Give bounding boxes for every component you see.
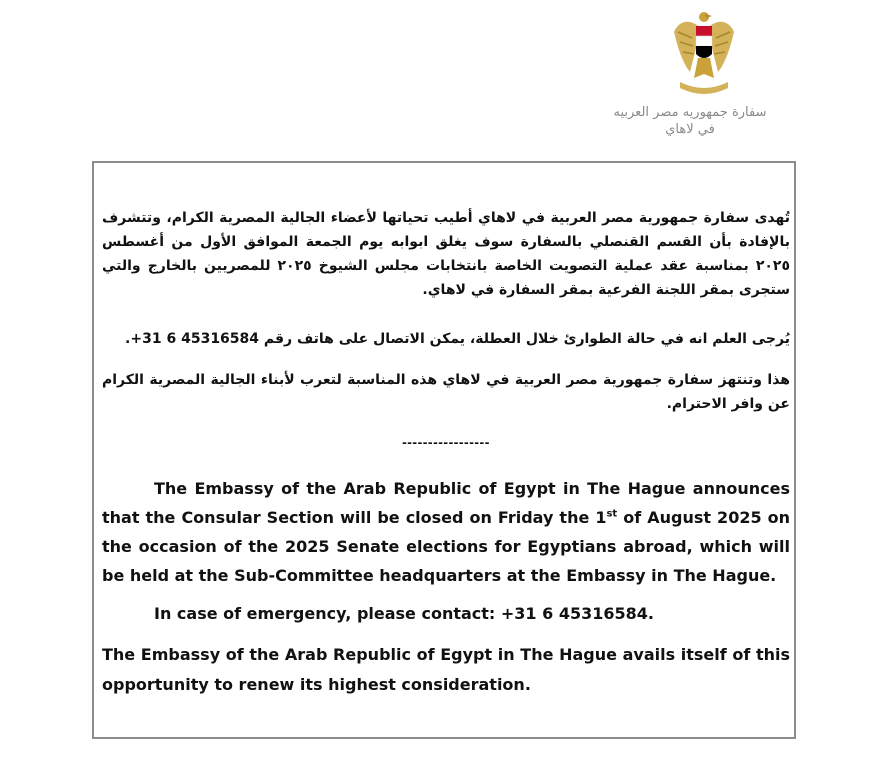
english-paragraph-closing: The Embassy of the Arab Republic of Egypt in The Hague avails itself of this opportunity to renew its highest consideration. bbox=[102, 645, 790, 694]
eagle-emblem-icon bbox=[672, 8, 736, 96]
city-ar: في لاهاي bbox=[665, 122, 715, 137]
ordinal-suffix: st bbox=[606, 508, 618, 520]
arabic-paragraph-emergency: يُرجى العلم انه في حالة الطوارئ خلال العطلة، يمكن الاتصال على هاتف رقم 45316584 6 31+. bbox=[125, 331, 790, 347]
section-divider: ----------------- bbox=[402, 434, 490, 450]
english-p2-text: In case of emergency, please contact: +31 6 45316584. bbox=[154, 604, 654, 623]
english-paragraph-emergency bbox=[102, 599, 790, 628]
english-p1-part1: The Embassy of the Arab Republic of Egypt in The Hague announces that the Consular Section will be closed on Friday the 1 bbox=[102, 479, 790, 527]
embassy-caption bbox=[600, 104, 780, 138]
english-p1-part2: of August 2025 on the occasion of the 2025 Senate elections for Egyptians abroad, which will be held at the Sub-Committee headquarters at the Embassy in The Hague. bbox=[102, 508, 790, 585]
arabic-paragraph-announcement: تُهدى سفارة جمهورية مصر العربية في لاهاي أطيب تحياتها لأعضاء الجالية المصرية الكرام، وتتشرف بالإفادة بأن القسم القنصلي بالسفارة سوف يغلق ابوابه يوم الجمعة الموافق الأول من أغسطس ٢٠٢٥ بمناسبة عقد عملية التصويت الخاصة بانتخابات مجلس الشيوخ ٢٠٢٥ للمصريين بالخارج والتي ستجرى بمقر اللجنة الفرعية بمقر السفارة في لاهاي. bbox=[102, 210, 790, 298]
arabic-paragraph-closing: هذا وتنتهز سفارة جمهورية مصر العربية في لاهاي هذه المناسبة لتعرب لأبناء الجالية المصرية الكرام عن وافر الاحترام. bbox=[102, 372, 790, 412]
announcement-box bbox=[92, 161, 796, 739]
embassy-name-ar: سفارة جمهوريه مصر العربيه bbox=[613, 105, 767, 120]
english-paragraph-announcement bbox=[102, 474, 790, 590]
